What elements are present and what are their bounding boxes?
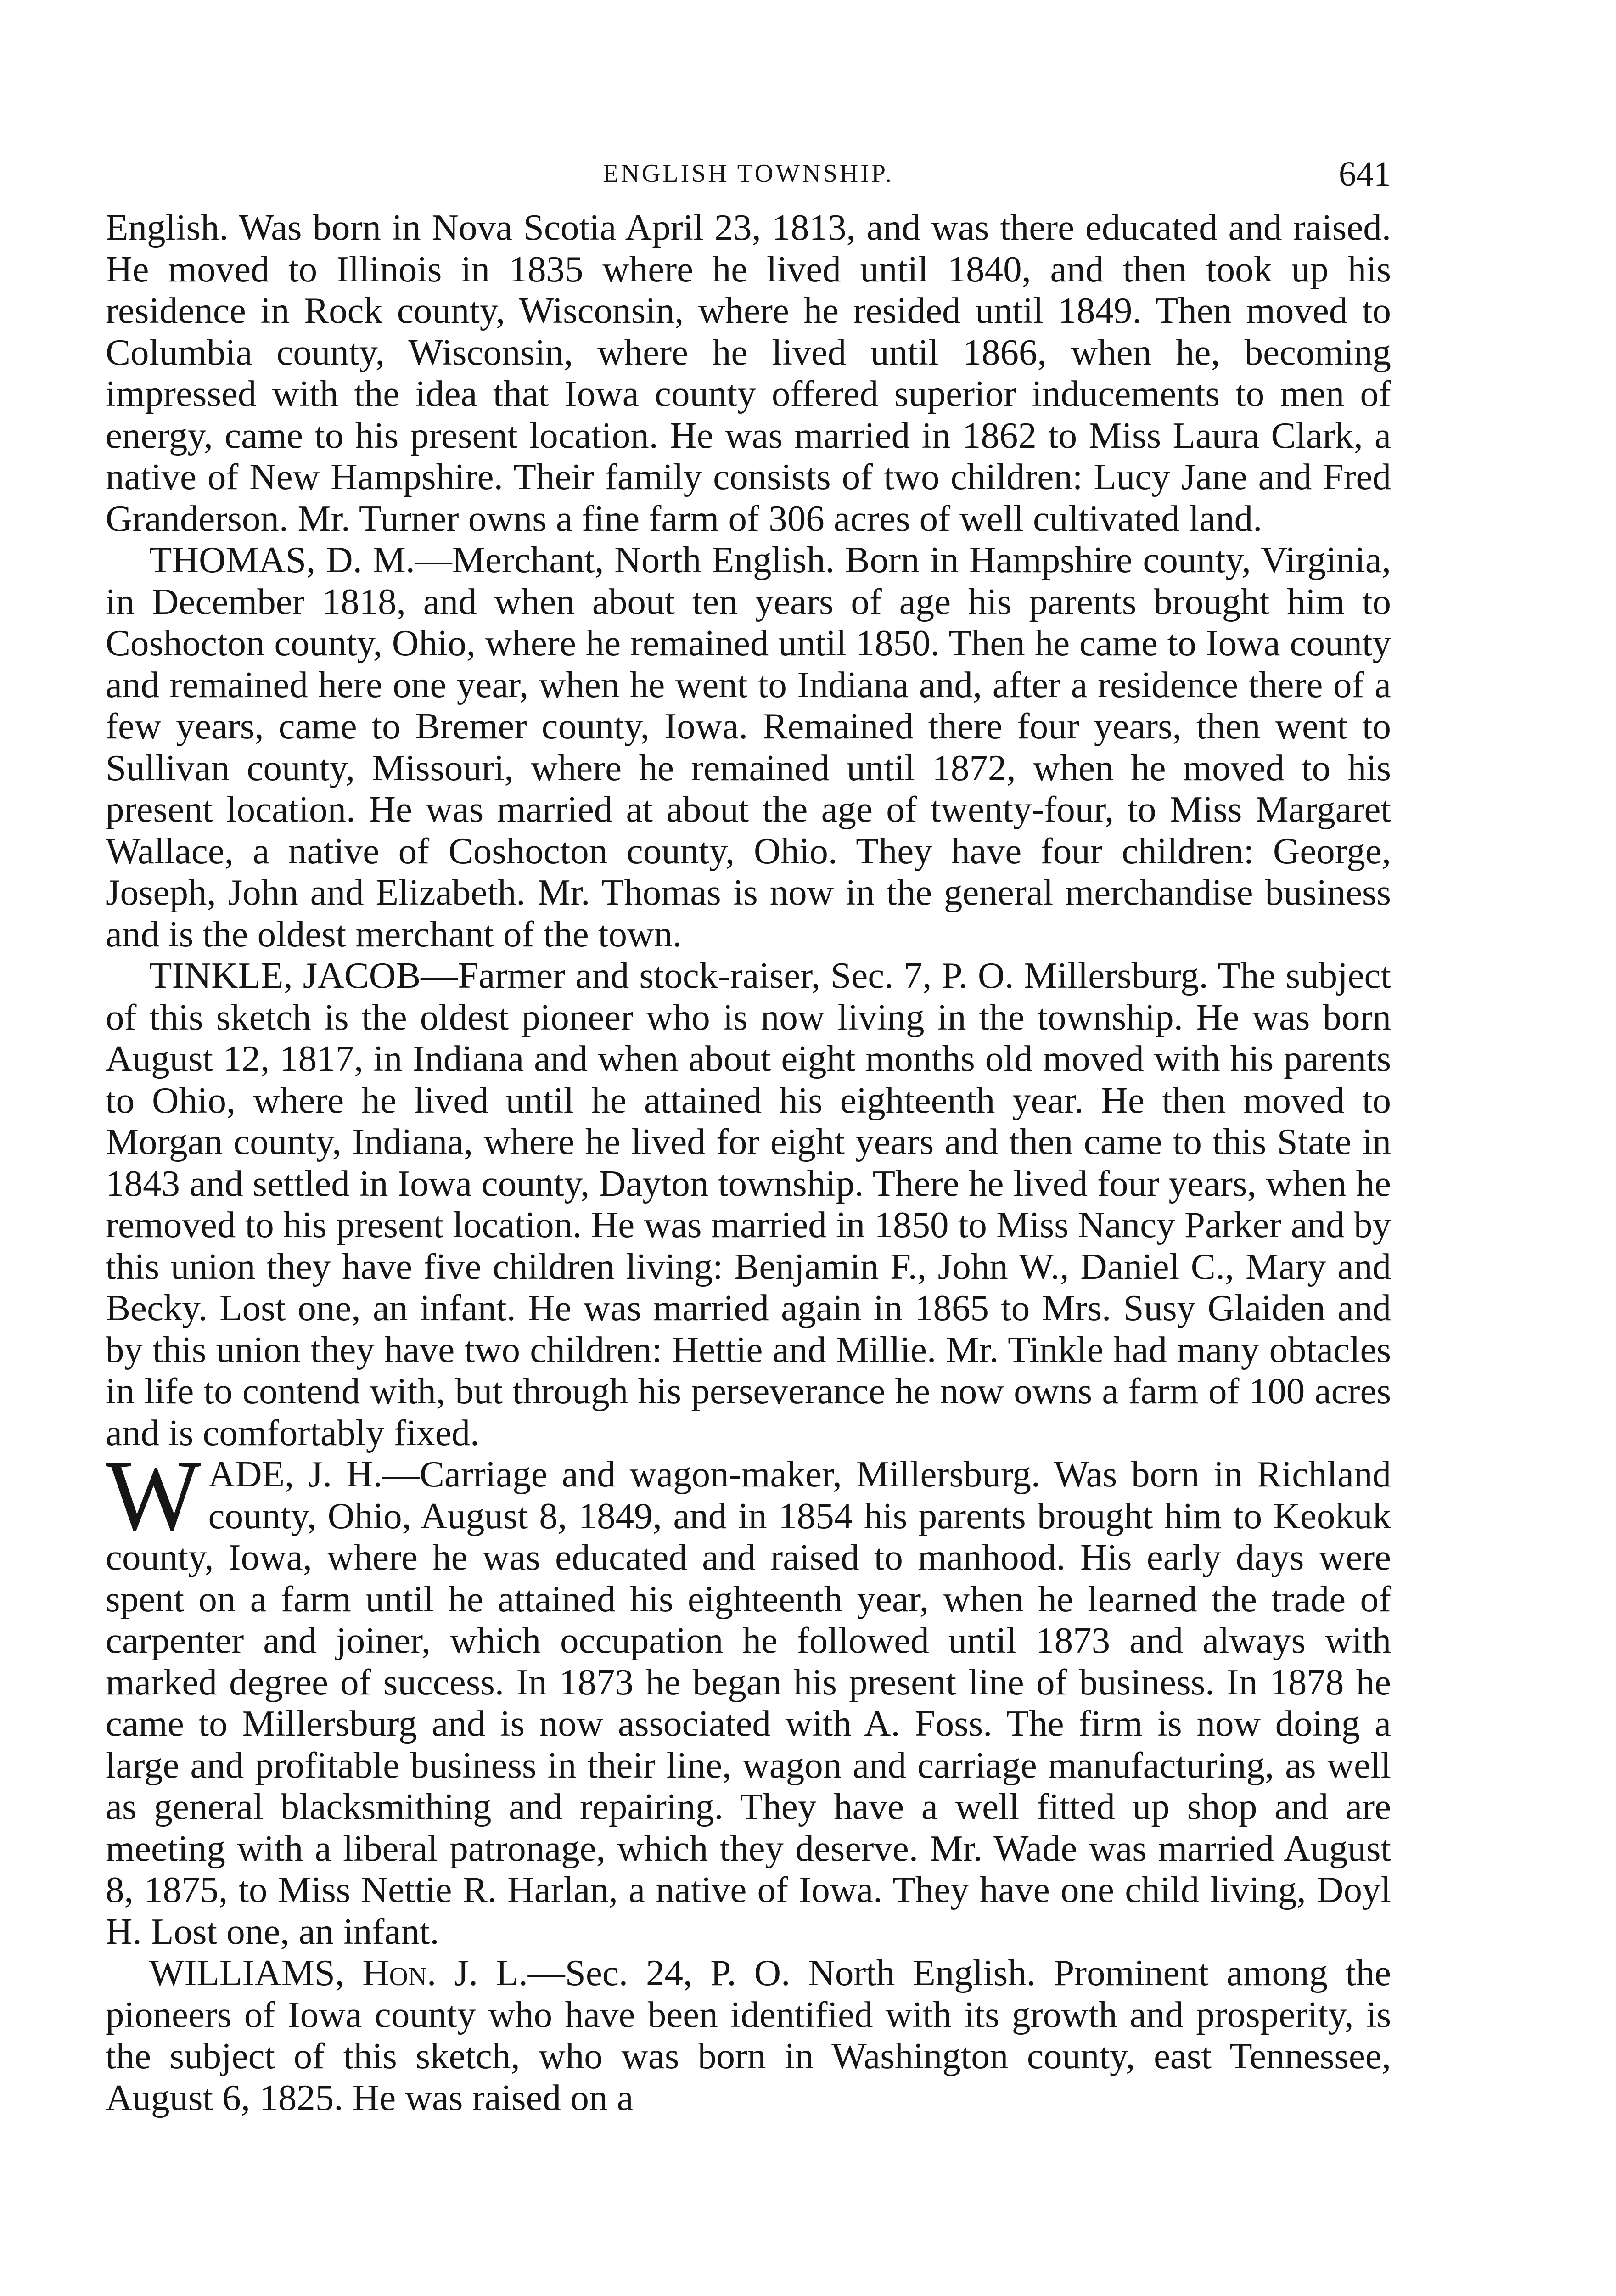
paragraph-thomas: THOMAS, D. M.—Merchant, North English. Born in Hampshire county, Virginia, in December 1818, and when about ten years of age his parents brought him to Coshocton county, Ohio, where he remained until 1850. Then he came to Iowa county and remained here one year, when he went to Indiana and, after a residence there of a few years, came to Bremer county, Iowa. Remained there four years, then went to Sullivan county, Missouri, where he remained until 1872, when he moved to his present location. He was married at about the age of twenty-four, to Miss Margaret Wallace, a native of Coshocton county, Ohio. They have four children: George, Joseph, John and Elizabeth. Mr. Thomas is now in the general merchandise business and is the oldest merchant of the town. bbox=[106, 539, 1391, 955]
williams-surname: WILLIAMS, bbox=[149, 1952, 363, 1993]
paragraph-turner-continued: English. Was born in Nova Scotia April 23, 1813, and was there educated and raised. He moved to Illinois in 1835 where he lived until 1840, and then took up his residence in Rock county, Wisconsin, where he resided until 1849. Then moved to Columbia county, Wisconsin, where he lived until 1866, when he, becoming impressed with the idea that Iowa county offered superior inducements to men of energy, came to his present location. He was married in 1862 to Miss Laura Clark, a native of New Hampshire. Their family consists of two children: Lucy Jane and Fred Granderson. Mr. Turner owns a fine farm of 306 acres of well cultivated land. bbox=[106, 207, 1391, 539]
paragraph-williams bbox=[106, 1952, 1391, 2118]
paragraph-williams-text: J. L.—Sec. 24, P. O. North English. Prominent among the pioneers of Iowa county who have been identified with its growth and prosperity, is the subject of this sketch, who was born in Washington county, east Tennessee, August 6, 1825. He was raised on a bbox=[106, 1952, 1391, 2118]
running-title: ENGLISH TOWNSHIP. bbox=[603, 159, 894, 188]
book-page bbox=[106, 156, 1391, 2296]
paragraph-wade bbox=[106, 1440, 1391, 1952]
paragraph-wade-text: ADE, J. H.—Carriage and wagon-maker, Millersburg. Was born in Richland county, Ohio, August 8, 1849, and in 1854 his parents brought him to Keokuk county, Iowa, where he was educated and raised to manhood. His early days were spent on a farm until he attained his eighteenth year, when he learned the trade of carpenter and joiner, which occupation he followed until 1873 and always with marked degree of success. In 1873 he began his present line of business. In 1878 he came to Millersburg and is now associated with A. Foss. The firm is now doing a large and profitable business in their line, wagon and carriage manufacturing, as well as general blacksmithing and repairing. They have a well fitted up shop and are meeting with a liberal patronage, which they deserve. Mr. Wade was married August 8, 1875, to Miss Nettie R. Harlan, a native of Iowa. They have one child living, Doyl H. Lost one, an infant. bbox=[106, 1453, 1391, 1952]
page-number: 641 bbox=[1339, 155, 1391, 193]
running-head bbox=[106, 156, 1391, 207]
drop-cap-initial: W bbox=[106, 1440, 198, 1552]
paragraph-tinkle: TINKLE, JACOB—Farmer and stock-raiser, Sec. 7, P. O. Millersburg. The subject of this sketch is the oldest pioneer who is now living in the township. He was born August 12, 1817, in Indiana and when about eight months old moved with his parents to Ohio, where he lived until he attained his eighteenth year. He then moved to Morgan county, Indiana, where he lived for eight years and then came to this State in 1843 and settled in Iowa county, Dayton township. There he lived four years, when he removed to his present location. He was married in 1850 to Miss Nancy Parker and by this union they have five children living: Benjamin F., John W., Daniel C., Mary and Becky. Lost one, an infant. He was married again in 1865 to Mrs. Susy Glaiden and by this union they have two children: Hettie and Millie. Mr. Tinkle had many obtacles in life to contend with, but through his perseverance he now owns a farm of 100 acres and is comfortably fixed. bbox=[106, 955, 1391, 1453]
williams-title: Hon. bbox=[362, 1952, 437, 1993]
body-text bbox=[106, 207, 1391, 2118]
